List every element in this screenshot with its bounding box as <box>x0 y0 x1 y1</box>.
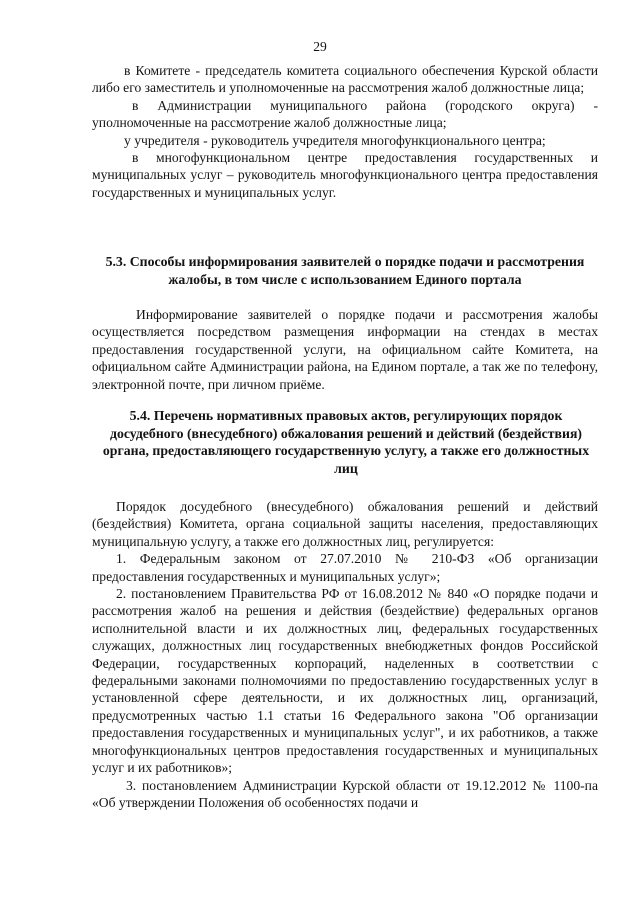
committee-paragraph: в Комитете - председатель комитета социального обеспечения Курской области либо его заместитель и уполномоченные на рассмотрения жалоб должностные лица; <box>92 63 598 96</box>
section-5-4 <box>100 407 592 477</box>
section-5-4-body <box>92 498 598 811</box>
section-5-3-paragraph: Информирование заявителей о порядке подачи и рассмотрения жалобы осуществляется посредством размещения информации на стендах в местах предоставления государственной услуги, на официальном сайте Комитета, на официальном сайте Администрации района, на Едином портале, а так же по телефону, электронной почте, при личном приёме. <box>92 307 598 392</box>
page-number: 29 <box>313 39 327 54</box>
mfc-paragraph: в многофункциональном центре предоставления государственных и муниципальных услуг – руководитель многофункционального центра предоставления государственных и муниципальных услуг. <box>92 150 598 200</box>
section-5-3-heading: 5.3. Способы информирования заявителей о порядке подачи и рассмотрения жалобы, в том числе с использованием Единого портала <box>105 254 585 287</box>
section-5-3-body <box>92 306 598 393</box>
normative-act-2: 2. постановлением Правительства РФ от 16.08.2012 № 840 «О порядке подачи и рассмотрения жалоб на решения и действия (бездействие) федеральных органов исполнительной власти и их должностных лиц, федеральных государственных служащих, должностных лиц государственных внебюджетных фондов Российской Федерации, государственных корпораций, наделенных в соответствии с федеральными законами полномочиями по предоставлению государственных услуг в установленной сфере деятельности, и их должностных лиц, организаций, предусмотренных частью 1.1 статьи 16 Федерального закона "Об организации предоставления государственных и муниципальных услуг", и их работников, а также многофункциональных центров предоставления государственных и муниципальных услуг и их работников»; <box>92 586 598 776</box>
normative-act-3: 3. постановлением Администрации Курской области от 19.12.2012 № 1100-па «Об утверждении Положения об особенностях подачи и <box>92 777 598 810</box>
section-5-4-intro: Порядок досудебного (внесудебного) обжалования решений и действий (бездействия) Комитета, органа социальной защиты населения, предоставляющих муниципальную услугу, а также его должностных лиц, регулируется: <box>92 499 598 549</box>
normative-act-1: 1. Федеральным законом от 27.07.2010 № 210-ФЗ «Об организации предоставления государственных и муниципальных услуг»; <box>92 551 598 584</box>
responsible-persons-list <box>92 62 598 201</box>
founder-paragraph: у учредителя - руководитель учредителя многофункционального центра; <box>124 132 546 148</box>
section-5-3 <box>92 253 598 288</box>
section-5-4-heading: 5.4. Перечень нормативных правовых актов, регулирующих порядок досудебного (внесудебного) обжалования решений и действий (бездействия) органа, предоставляющего государственную услугу, а также его должностных лиц <box>102 408 590 476</box>
administration-paragraph: в Администрации муниципального района (городского округа) - уполномоченные на рассмотрение жалоб должностные лица; <box>92 97 598 131</box>
